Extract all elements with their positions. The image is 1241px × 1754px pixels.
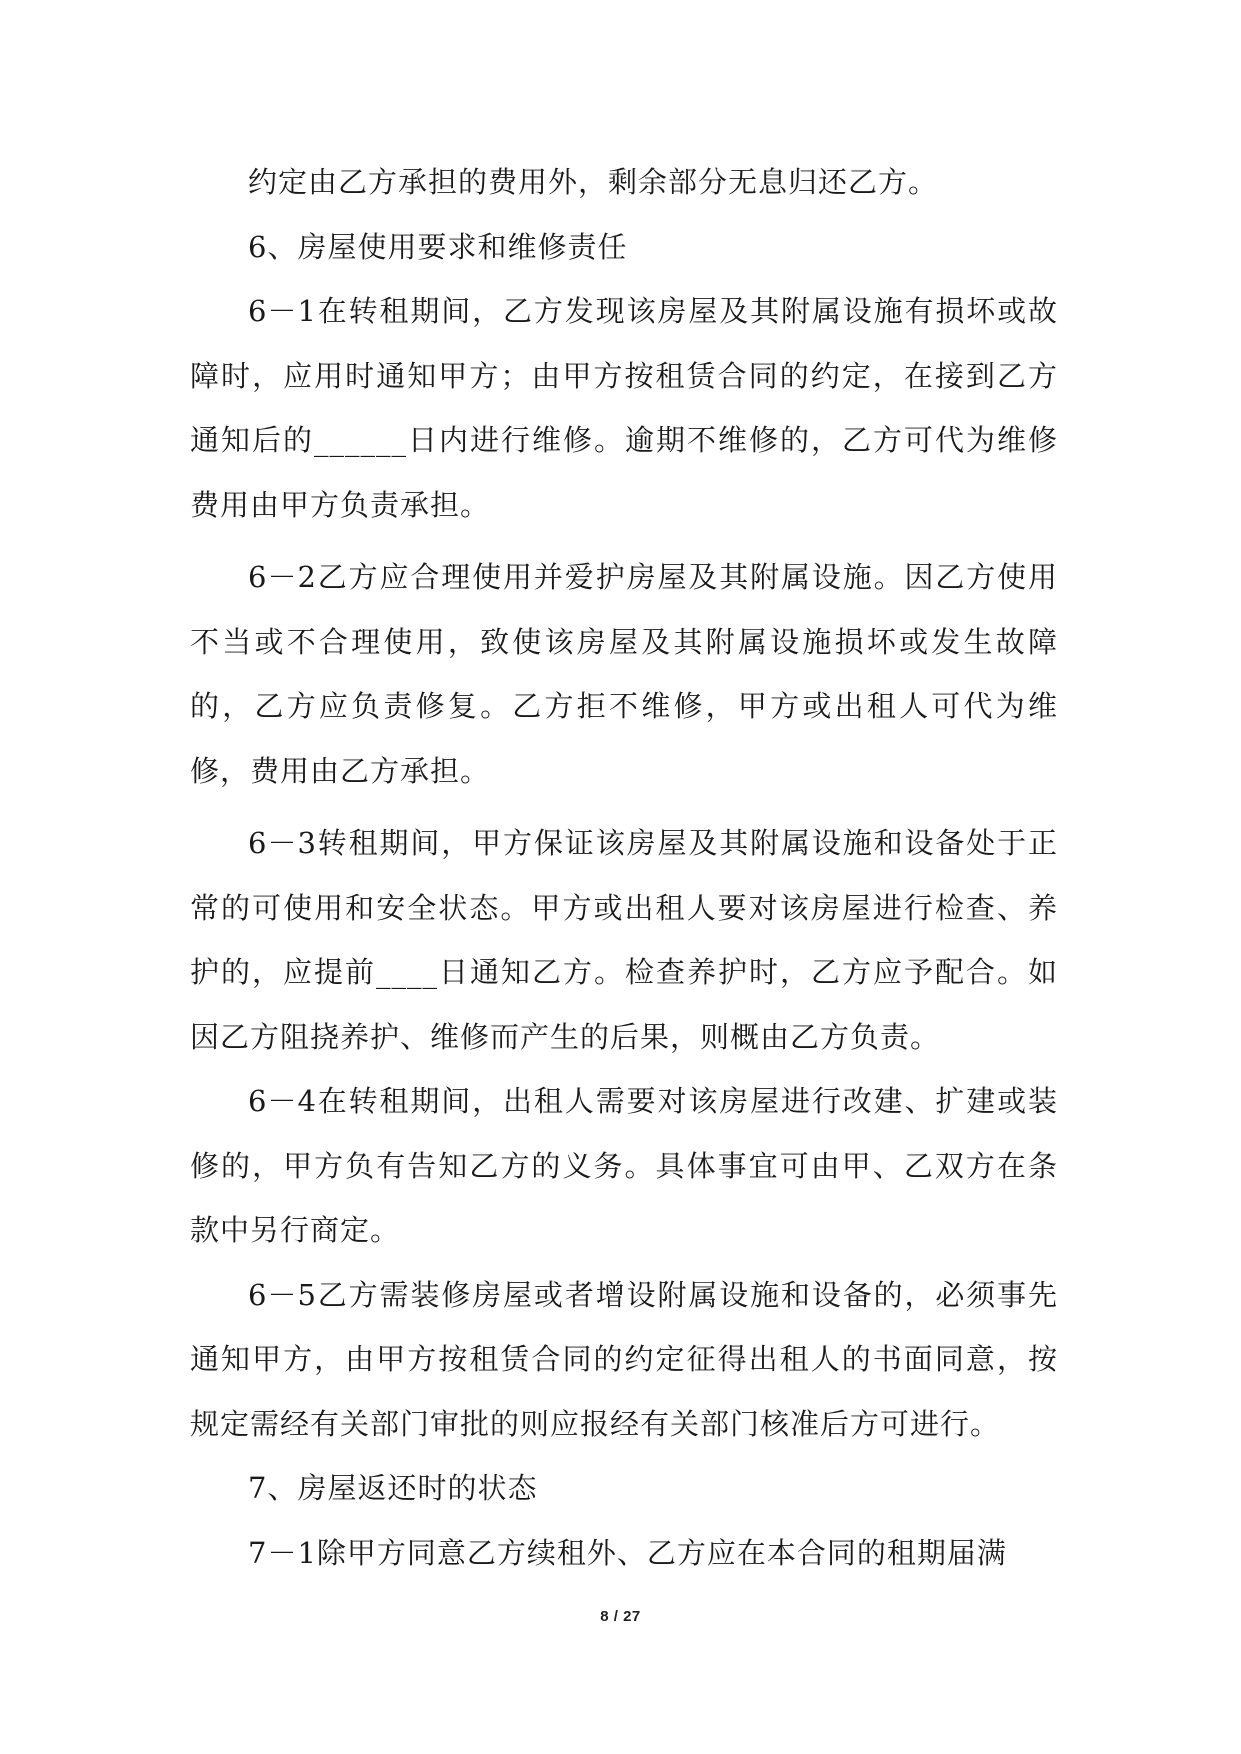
clause-6-5: 6－5乙方需装修房屋或者增设附属设施和设备的，必须事先通知甲方，由甲方按租赁合同的约定征得出租人的书面同意，按规定需经有关部门审批的则应报经有关部门核准后方可进行。 <box>190 1277 1058 1441</box>
section-heading-6: 6、房屋使用要求和维修责任 <box>248 229 628 264</box>
clause-6-2: 6－2乙方应合理使用并爱护房屋及其附属设施。因乙方使用不当或不合理使用，致使该房屋及其附属设施损坏或发生故障的，乙方应负责修复。乙方拒不维修，甲方或出租人可代为维修，费用由乙方承担。 <box>190 560 1058 788</box>
clause-6-1: 6－1在转租期间，乙方发现该房屋及其附属设施有损坏或故障时，应用时通知甲方；由甲方按租赁合同的约定，在接到乙方通知后的______日内进行维修。逾期不维修的，乙方可代为维修费用由甲方负责承担。 <box>190 294 1058 522</box>
document-body <box>190 150 1058 1585</box>
clause-6-4: 6－4在转租期间，出租人需要对该房屋进行改建、扩建或装修的，甲方负有告知乙方的义务。具体事宜可由甲、乙双方在条款中另行商定。 <box>190 1084 1058 1247</box>
section-heading-7: 7、房屋返还时的状态 <box>248 1471 538 1505</box>
paragraph-continuation: 约定由乙方承担的费用外，剩余部分无息归还乙方。 <box>248 165 939 199</box>
page-number: 8 / 27 <box>600 1608 641 1625</box>
clause-6-3: 6－3转租期间，甲方保证该房屋及其附属设施和设备处于正常的可使用和安全状态。甲方或出租人要对该房屋进行检查、养护的，应提前____日通知乙方。检查养护时，乙方应予配合。如因乙方阻挠养护、维修而产生的后果，则概由乙方负责。 <box>190 826 1058 1054</box>
clause-7-1: 7－1除甲方同意乙方续租外、乙方应在本合同的租期届满 <box>248 1535 1007 1570</box>
